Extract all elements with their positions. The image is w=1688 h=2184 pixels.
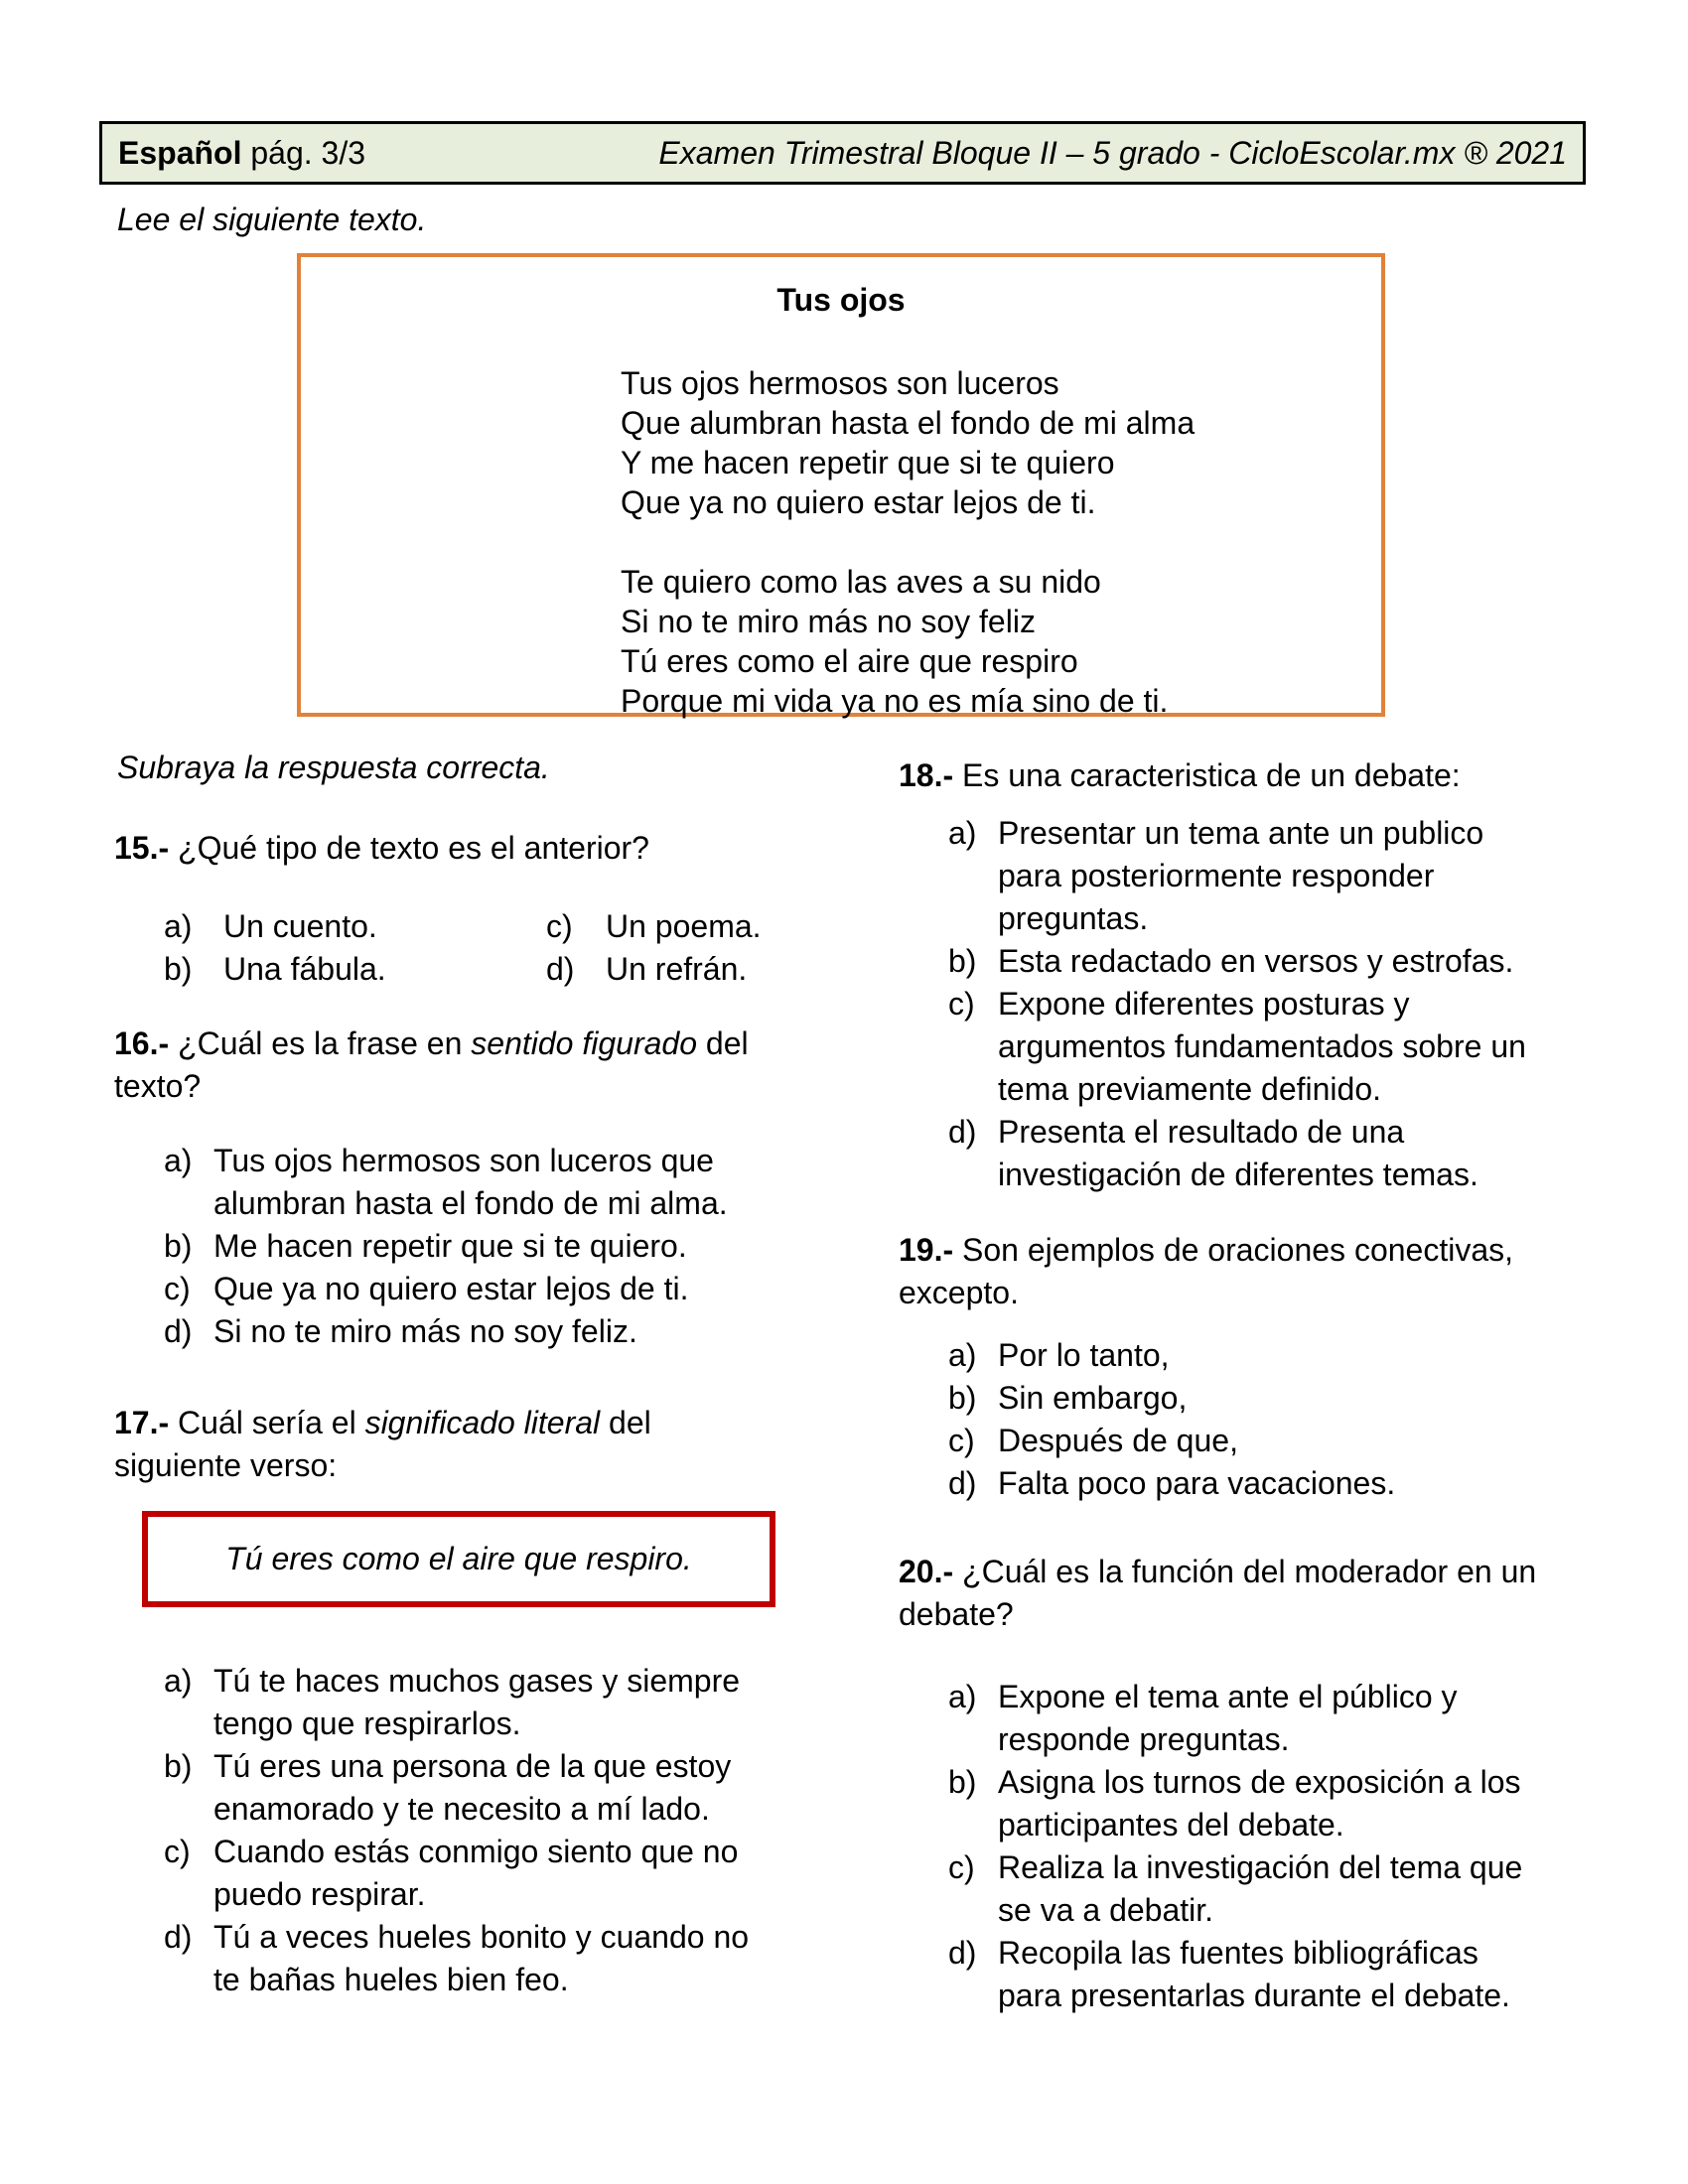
option-row [948,1377,1544,1420]
option-letter: a) [164,908,193,944]
option-letter: d) [546,951,575,987]
poem-line: Si no te miro más no soy feliz [621,604,1036,639]
question-number: 16.- [114,1025,170,1061]
option-letter: b) [948,1380,977,1416]
option-text: Esta redactado en versos y estrofas. [998,943,1514,979]
option-text: Sin embargo, [998,1380,1188,1416]
question-text: Son ejemplos de oraciones conectivas, excepto. [899,1232,1514,1310]
option-text: Una fábula. [223,951,386,987]
page-number-label: pág. 3/3 [241,134,366,171]
option-row [948,1761,1544,1846]
option-row [948,1462,1544,1505]
question-number: 20.- [899,1554,954,1589]
option-letter: c) [948,1849,975,1885]
option-row [164,1225,774,1268]
option-row [164,1745,774,1831]
question-17-stem [114,1402,774,1487]
poem-line: Porque mi vida ya no es mía sino de ti. [621,683,1169,719]
question-text-emphasis: significado literal [364,1405,601,1440]
poem-line: Que ya no quiero estar lejos de ti. [621,484,1096,520]
option-row [164,1831,774,1916]
option-letter: c) [164,1834,191,1869]
instruction-text: Subraya la respuesta correcta. [117,750,550,785]
option-row [948,940,1544,983]
option-row [948,1846,1544,1932]
option-row [948,812,1544,940]
option-text: Si no te miro más no soy feliz. [213,1313,637,1349]
option-row [948,1676,1544,1761]
option-letter: d) [948,1114,977,1150]
verse-quote-text: Tú eres como el aire que respiro. [225,1541,692,1576]
option-text: Tú a veces hueles bonito y cuando no te bañas hueles bien feo. [213,1919,750,1997]
poem-line: Tú eres como el aire que respiro [621,643,1078,679]
option-text: Tú te haces muchos gases y siempre tengo que respirarlos. [213,1663,741,1741]
verse-quote-box [142,1511,775,1607]
option-letter: a) [948,1679,977,1714]
option-text: Cuando estás conmigo siento que no puedo respirar. [213,1834,739,1912]
question-16-stem [114,1023,774,1108]
option-letter: d) [948,1935,977,1971]
option-letter: b) [948,1764,977,1800]
option-text: Después de que, [998,1423,1238,1458]
poem-line: Tus ojos hermosos son luceros [621,365,1059,401]
question-18-options [948,812,1544,1196]
question-19-options [948,1334,1544,1505]
option-letter: d) [948,1465,977,1501]
question-text: del texto? [114,1025,749,1104]
option-text: Un refrán. [606,951,748,987]
question-number: 17.- [114,1405,170,1440]
option-text: Por lo tanto, [998,1337,1170,1373]
poem-stanza [621,562,1381,721]
option-text: Realiza la investigación del tema que se va a debatir. [998,1849,1523,1928]
question-15-options [164,905,762,991]
question-text: Es una caracteristica de un debate: [953,757,1461,793]
option-text: Me hacen repetir que si te quiero. [213,1228,687,1264]
option-letter: d) [164,1919,193,1955]
question-19-stem [899,1229,1594,1314]
option-letter: c) [948,1423,975,1458]
option-row [948,983,1544,1111]
option-text: Asigna los turnos de exposición a los participantes del debate. [998,1764,1521,1843]
question-20-options [948,1676,1544,2017]
poem-stanza [621,363,1381,522]
option-row [164,1660,774,1745]
header-left [118,132,365,175]
option-text: Expone el tema ante el público y responde preguntas. [998,1679,1458,1757]
poem-title: Tus ojos [776,282,906,318]
option-text: Un poema. [606,908,762,944]
poem-box [297,253,1385,717]
option-letter: a) [164,1663,193,1699]
question-text: ¿Cuál es la frase en [169,1025,472,1061]
option-letter: b) [948,943,977,979]
option-letter: a) [948,1337,977,1373]
poem-stanzas [621,363,1381,721]
exam-title-label: Examen Trimestral Bloque II – 5 grado - CicloEscolar.mx ® 2021 [658,134,1567,171]
option-row [948,1932,1544,2017]
option-text: Tus ojos hermosos son luceros que alumbran hasta el fondo de mi alma. [213,1143,728,1221]
subject-label: Español [118,134,242,171]
option-text: Presenta el resultado de una investigación de diferentes temas. [998,1114,1478,1192]
poem-line: Que alumbran hasta el fondo de mi alma [621,405,1196,441]
option-letter: c) [948,986,975,1022]
option-row [164,1916,774,2001]
option-text: Que ya no quiero estar lejos de ti. [213,1271,689,1306]
option-text: Falta poco para vacaciones. [998,1465,1396,1501]
option-letter: b) [164,1748,193,1784]
option-row [164,1140,774,1225]
option-letter: a) [164,1143,193,1178]
question-text-emphasis: sentido figurado [471,1025,697,1061]
question-20-stem [899,1551,1594,1636]
option-letter: c) [546,908,573,944]
page-header [99,121,1586,185]
question-15-stem [114,827,774,870]
option-text: Tú eres una persona de la que estoy enamorado y te necesito a mí lado. [213,1748,732,1827]
option-row [164,1310,774,1353]
option-text: Presentar un tema ante un publico para posteriormente responder preguntas. [998,815,1484,936]
question-number: 15.- [114,830,170,866]
question-text: Cuál sería el [169,1405,365,1440]
question-number: 18.- [899,757,954,793]
option-row [948,1111,1544,1196]
option-letter: b) [164,951,193,987]
question-text: del siguiente verso: [114,1405,651,1483]
option-text: Un cuento. [223,908,377,944]
question-number: 19.- [899,1232,954,1268]
option-row [948,1334,1544,1377]
question-16-options [164,1140,774,1353]
option-row [948,1420,1544,1462]
intro-text: Lee el siguiente texto. [117,202,427,237]
option-letter: a) [948,815,977,851]
question-text: ¿Qué tipo de texto es el anterior? [169,830,649,866]
option-text: Recopila las fuentes bibliográficas para presentarlas durante el debate. [998,1935,1510,2013]
question-18-stem [899,754,1594,797]
option-letter: d) [164,1313,193,1349]
question-text: ¿Cuál es la función del moderador en un debate? [899,1554,1537,1632]
option-letter: b) [164,1228,193,1264]
option-text: Expone diferentes posturas y argumentos fundamentados sobre un tema previamente definido. [998,986,1526,1107]
question-17-options [164,1660,774,2001]
option-letter: c) [164,1271,191,1306]
option-row [164,1268,774,1310]
poem-line: Te quiero como las aves a su nido [621,564,1101,600]
poem-line: Y me hacen repetir que si te quiero [621,445,1115,480]
